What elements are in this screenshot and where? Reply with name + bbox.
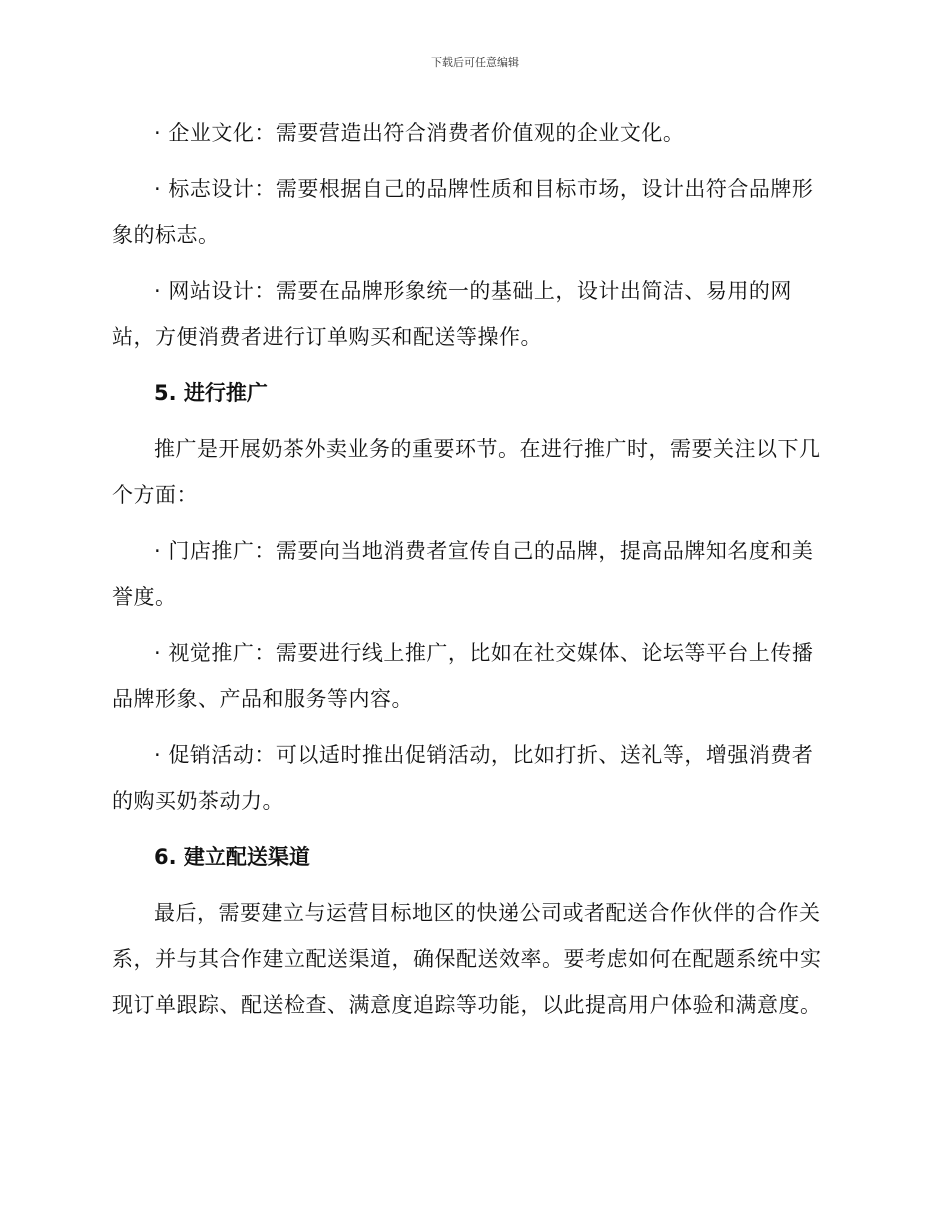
promotion-intro: 推广是开展奶茶外卖业务的重要环节。在进行推广时，需要关注以下几个方面： [112,437,821,507]
delivery-paragraph: 最后，需要建立与运营目标地区的快递公司或者配送合作伙伴的合作关系，并与其合作建立配送渠道，确保配送效率。要考虑如何在配题系统中实现订单跟踪、配送检查、满意度追踪等功能，以此提高用户体验和满意度。 [112,901,822,1017]
bullet-logo-design: · 标志设计：需要根据自己的品牌性质和目标市场，设计出符合品牌形象的标志。 [112,177,814,247]
document-body [112,110,830,1038]
bullet-website-design: · 网站设计：需要在品牌形象统一的基础上，设计出简洁、易用的网站，方便消费者进行订单购买和配送等操作。 [112,279,792,349]
bullet-corporate-culture: · 企业文化：需要营造出符合消费者价值观的企业文化。 [154,121,685,145]
section-heading-delivery: 6. 建立配送渠道 [154,845,310,869]
bullet-sales-promotion: · 促销活动：可以适时推出促销活动，比如打折、送礼等，增强消费者的购买奶茶动力。 [112,743,814,813]
page-header: 下载后可任意编辑 [431,56,519,69]
section-heading-promotion: 5. 进行推广 [154,381,268,405]
bullet-store-promotion: · 门店推广：需要向当地消费者宣传自己的品牌，提高品牌知名度和美誉度。 [112,539,814,609]
bullet-visual-promotion: · 视觉推广：需要进行线上推广，比如在社交媒体、论坛等平台上传播品牌形象、产品和服务等内容。 [112,641,814,711]
